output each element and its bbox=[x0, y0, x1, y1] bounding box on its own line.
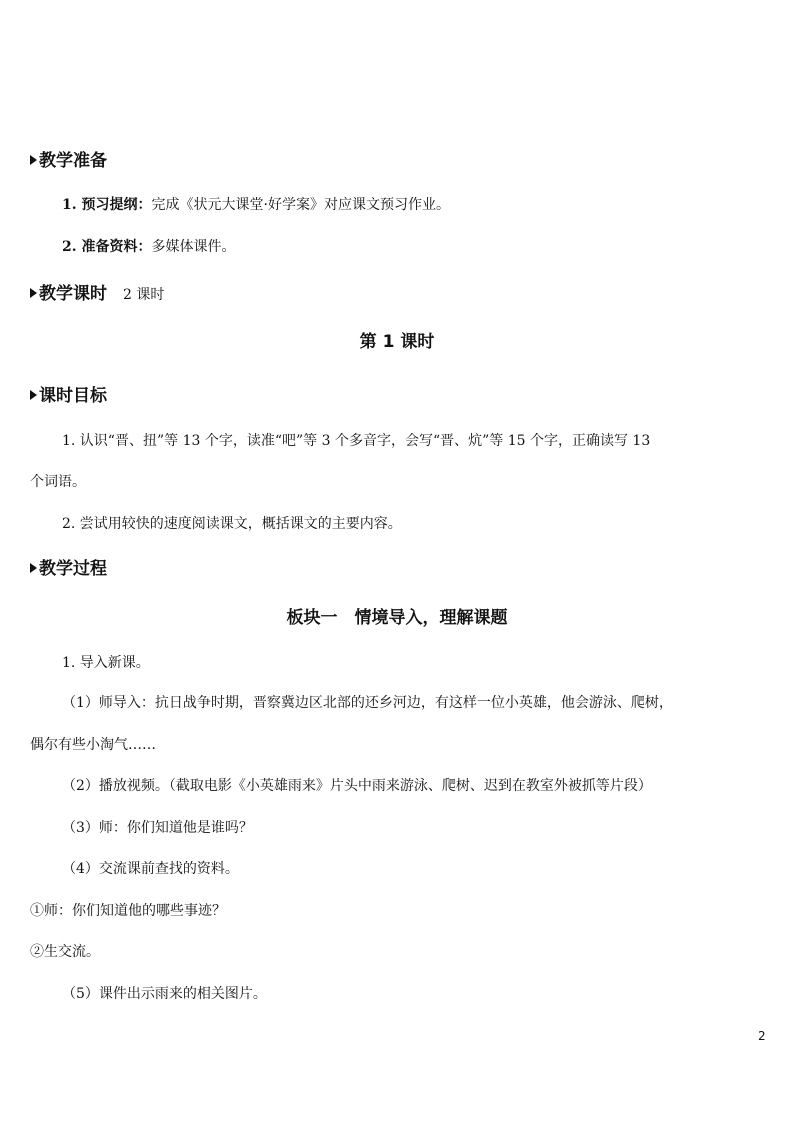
step-1-5: （5）课件出示雨来的相关图片。 bbox=[62, 986, 267, 1002]
prep-item-2 bbox=[62, 236, 236, 256]
prep-item-2-text: 多媒体课件。 bbox=[151, 239, 236, 255]
hours-value: 2 课时 bbox=[123, 287, 165, 303]
step-1-4-b: ②生交流。 bbox=[30, 944, 100, 960]
prep-item-1 bbox=[62, 194, 450, 214]
step-1-3: （3）师：你们知道他是谁吗？ bbox=[62, 820, 253, 836]
triangle-bullet-icon bbox=[30, 288, 37, 298]
heading-hours: 教学课时 2 课时 bbox=[30, 279, 164, 304]
prep-item-1-text: 完成《状元大课堂·好学案》对应课文预习作业。 bbox=[151, 197, 450, 213]
step-1-1-line-2: 偶尔有些小淘气…… bbox=[30, 737, 156, 753]
prep-item-1-label: 1. 预习提纲： bbox=[62, 197, 152, 213]
goal-1-line-1: 1. 认识“晋、扭”等 13 个字，读准“吧”等 3 个多音字，会写“晋、炕”等 15 个字，正确读写 13 bbox=[62, 433, 651, 449]
heading-prep: 教学准备 bbox=[30, 146, 107, 171]
heading-process: 教学过程 bbox=[30, 554, 107, 579]
step-1-2: （2）播放视频。（截取电影《小英雄雨来》片头中雨来游泳、爬树、迟到在教室外被抓等片段） bbox=[62, 778, 652, 794]
heading-goals: 课时目标 bbox=[30, 381, 107, 406]
triangle-bullet-icon bbox=[30, 563, 37, 573]
step-1-1-line-1: （1）师导入：抗日战争时期，晋察冀边区北部的还乡河边，有这样一位小英雄，他会游泳、爬树， bbox=[62, 695, 673, 711]
lesson-title: 第 1 课时 bbox=[359, 332, 435, 352]
goal-1-line-2: 个词语。 bbox=[30, 474, 86, 490]
step-1: 1. 导入新课。 bbox=[62, 655, 150, 671]
block-title: 板块一 情境导入，理解课题 bbox=[286, 608, 508, 628]
prep-item-2-label: 2. 准备资料： bbox=[62, 239, 152, 255]
triangle-bullet-icon bbox=[30, 390, 37, 400]
page-number: 2 bbox=[758, 1029, 766, 1043]
step-1-4: （4）交流课前查找的资料。 bbox=[62, 861, 239, 877]
goal-2: 2. 尝试用较快的速度阅读课文，概括课文的主要内容。 bbox=[62, 516, 402, 532]
triangle-bullet-icon bbox=[30, 155, 37, 165]
step-1-4-a: ①师：你们知道他的哪些事迹？ bbox=[30, 903, 226, 919]
